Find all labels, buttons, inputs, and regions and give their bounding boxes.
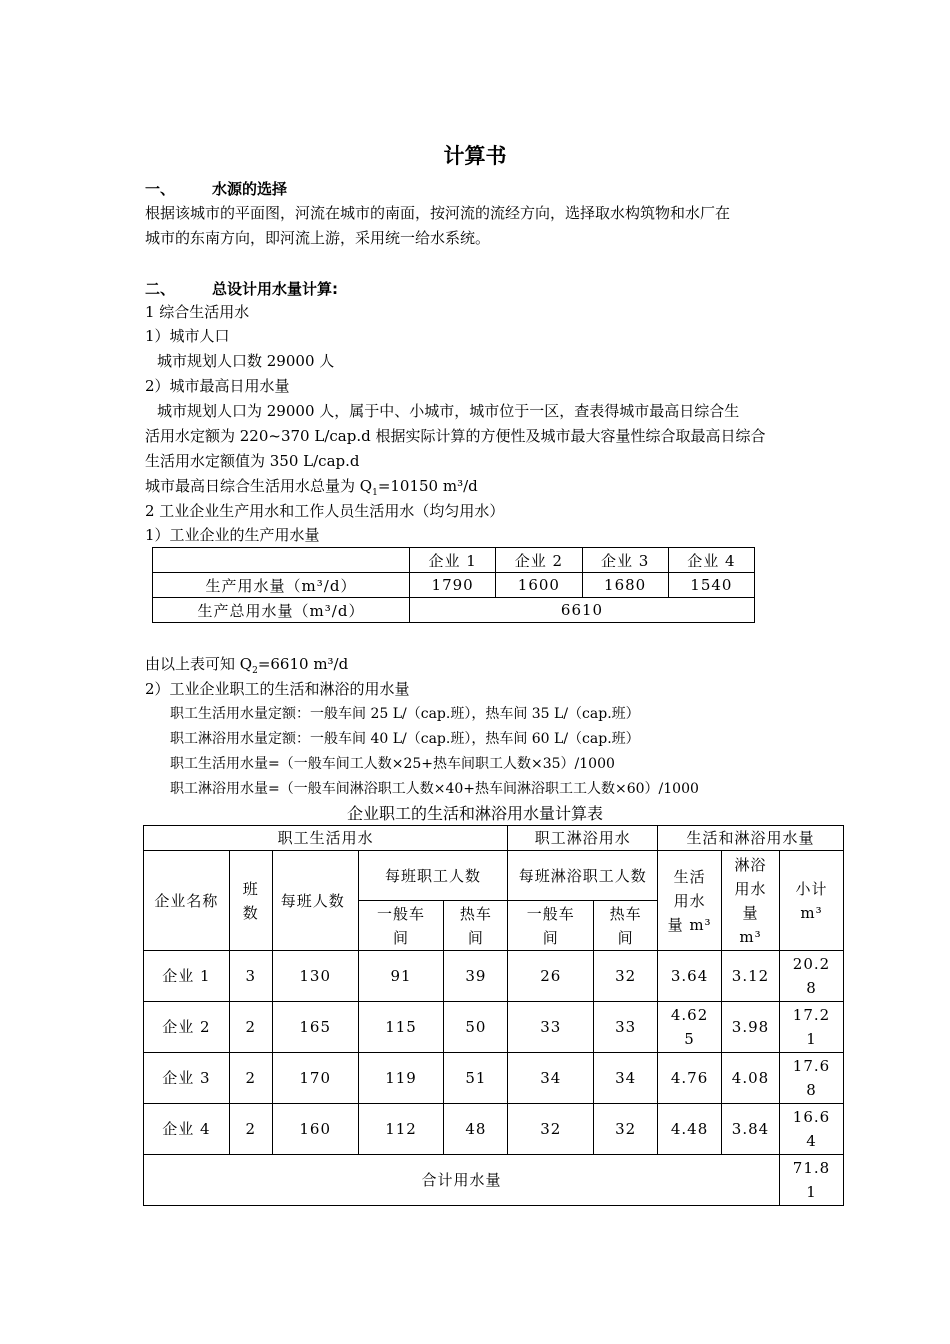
- group-header: 生活和淋浴用水量: [658, 826, 844, 851]
- table-cell: 4.76: [658, 1053, 722, 1104]
- para-16: 职工淋浴用水量=（一般车间淋浴职工人数×40+热车间淋浴职工工人数×60）/1000: [170, 781, 699, 797]
- table-row: [153, 548, 755, 573]
- table-row: [144, 1155, 844, 1206]
- table-cell: [153, 548, 410, 573]
- table-cell: 4.08: [722, 1053, 780, 1104]
- para-9: 2 工业企业生产用水和工作人员生活用水（均匀用水）: [145, 502, 505, 520]
- table-cell: 1790: [410, 573, 496, 598]
- col-header: 生活用水量 m³: [658, 851, 722, 951]
- table-cell: 48: [444, 1104, 508, 1155]
- table-cell: 170: [272, 1053, 358, 1104]
- table-header-cell: 企业 4: [668, 548, 754, 573]
- table-cell: 32: [594, 1104, 658, 1155]
- para-6: 活用水定额为 220~370 L/cap.d 根据实际计算的方便性及城市最大容量性综合取最高日综合: [145, 427, 766, 445]
- table-cell: 企业 3: [144, 1053, 230, 1104]
- table-row: [144, 951, 844, 1002]
- group-header: 职工生活用水: [144, 826, 508, 851]
- para-14: 职工淋浴用水量定额：一般车间 40 L/（cap.班），热车间 60 L/（cap.班）: [170, 731, 640, 747]
- para-10: 1）工业企业的生产用水量: [145, 526, 320, 544]
- table-cell: 39: [444, 951, 508, 1002]
- table-row: [153, 598, 755, 623]
- table-cell: 32: [594, 951, 658, 1002]
- table-cell: 1680: [582, 573, 668, 598]
- section-1-line-2: 城市的东南方向，即河流上游，采用统一给水系统。: [145, 229, 491, 247]
- table-row: [153, 573, 755, 598]
- table-cell: 3.84: [722, 1104, 780, 1155]
- col-header: 热车间: [444, 901, 508, 951]
- table-cell: 企业 1: [144, 951, 230, 1002]
- para-5: 城市规划人口为 29000 人，属于中、小城市，城市位于一区，查表得城市最高日综合生: [157, 402, 740, 420]
- section-2-number: 二、: [145, 280, 176, 298]
- table-cell: 115: [358, 1002, 444, 1053]
- table-cell: 33: [594, 1002, 658, 1053]
- para-8: 城市最高日综合生活用水总量为 $Q_1=10150$ m³/d: [145, 477, 478, 498]
- col-header: 每班淋浴职工人数: [508, 851, 658, 901]
- staff-water-table: [143, 825, 844, 1206]
- col-header: 一般车间: [508, 901, 594, 951]
- total-cell: 6610: [410, 598, 755, 623]
- table-cell: 企业 2: [144, 1002, 230, 1053]
- para-1: 1 综合生活用水: [145, 303, 250, 321]
- table-cell: 3: [229, 951, 272, 1002]
- table-cell: 50: [444, 1002, 508, 1053]
- table-cell: 26: [508, 951, 594, 1002]
- col-header: 每班人数: [272, 851, 358, 951]
- table-cell: 3.12: [722, 951, 780, 1002]
- table-cell: 34: [594, 1053, 658, 1104]
- group-header: 职工淋浴用水: [508, 826, 658, 851]
- para-15: 职工生活用水量=（一般车间工人数×25+热车间职工人数×35）/1000: [170, 756, 615, 772]
- page-title: 计算书: [443, 144, 507, 168]
- table-cell: 51: [444, 1053, 508, 1104]
- table-cell: 34: [508, 1053, 594, 1104]
- table-cell: 32: [508, 1104, 594, 1155]
- table-cell: 1540: [668, 573, 754, 598]
- table-caption: 企业职工的生活和淋浴用水量计算表: [346, 804, 603, 823]
- col-header: 每班职工人数: [358, 851, 508, 901]
- table-cell: 165: [272, 1002, 358, 1053]
- section-1-line-1: 根据该城市的平面图，河流在城市的南面，按河流的流经方向，选择取水构筑物和水厂在: [145, 204, 731, 222]
- table-cell: 2: [229, 1053, 272, 1104]
- para-11: 由以上表可知 $Q_2=6610$ m³/d: [145, 655, 349, 676]
- table-cell: 3.64: [658, 951, 722, 1002]
- table-cell: 16.64: [779, 1104, 843, 1155]
- table-cell: 2: [229, 1104, 272, 1155]
- col-header: 班数: [229, 851, 272, 951]
- para-3: 城市规划人口数 29000 人: [157, 352, 335, 370]
- table-row: [144, 1104, 844, 1155]
- table-row: [144, 826, 844, 851]
- total-value: 71.81: [779, 1155, 843, 1206]
- col-header: 企业名称: [144, 851, 230, 951]
- table-row: [144, 1053, 844, 1104]
- table-cell: 20.28: [779, 951, 843, 1002]
- table-header-cell: 企业 1: [410, 548, 496, 573]
- table-cell: 33: [508, 1002, 594, 1053]
- table-cell: 4.48: [658, 1104, 722, 1155]
- table-header-cell: 企业 2: [496, 548, 582, 573]
- para-13: 职工生活用水量定额：一般车间 25 L/（cap.班），热车间 35 L/（cap.班）: [170, 706, 640, 722]
- table-cell: 91: [358, 951, 444, 1002]
- row-label: 生产总用水量（m³/d）: [153, 598, 410, 623]
- section-2-heading: 总设计用水量计算:: [212, 280, 338, 298]
- table-cell: 4.625: [658, 1002, 722, 1053]
- col-header: 热车间: [594, 901, 658, 951]
- para-2: 1）城市人口: [145, 327, 230, 345]
- table-cell: 17.68: [779, 1053, 843, 1104]
- table-cell: 1600: [496, 573, 582, 598]
- table-cell: 130: [272, 951, 358, 1002]
- row-label: 生产用水量（m³/d）: [153, 573, 410, 598]
- table-cell: 160: [272, 1104, 358, 1155]
- table-row: [144, 1002, 844, 1053]
- table-cell: 119: [358, 1053, 444, 1104]
- section-1-number: 一、: [145, 180, 176, 198]
- section-1-heading: 水源的选择: [212, 180, 288, 198]
- table-cell: 企业 4: [144, 1104, 230, 1155]
- col-header: 淋浴用水量 m³: [722, 851, 780, 951]
- total-label: 合计用水量: [144, 1155, 780, 1206]
- col-header: 一般车间: [358, 901, 444, 951]
- table-header-cell: 企业 3: [582, 548, 668, 573]
- table-cell: 17.21: [779, 1002, 843, 1053]
- para-4: 2）城市最高日用水量: [145, 377, 290, 395]
- table-cell: 2: [229, 1002, 272, 1053]
- table-cell: 112: [358, 1104, 444, 1155]
- table-cell: 3.98: [722, 1002, 780, 1053]
- col-header: 小计 m³: [779, 851, 843, 951]
- para-12: 2）工业企业职工的生活和淋浴的用水量: [145, 680, 410, 698]
- table-row: [144, 851, 844, 901]
- para-7: 生活用水定额值为 350 L/cap.d: [145, 452, 360, 470]
- production-water-table: [152, 547, 755, 623]
